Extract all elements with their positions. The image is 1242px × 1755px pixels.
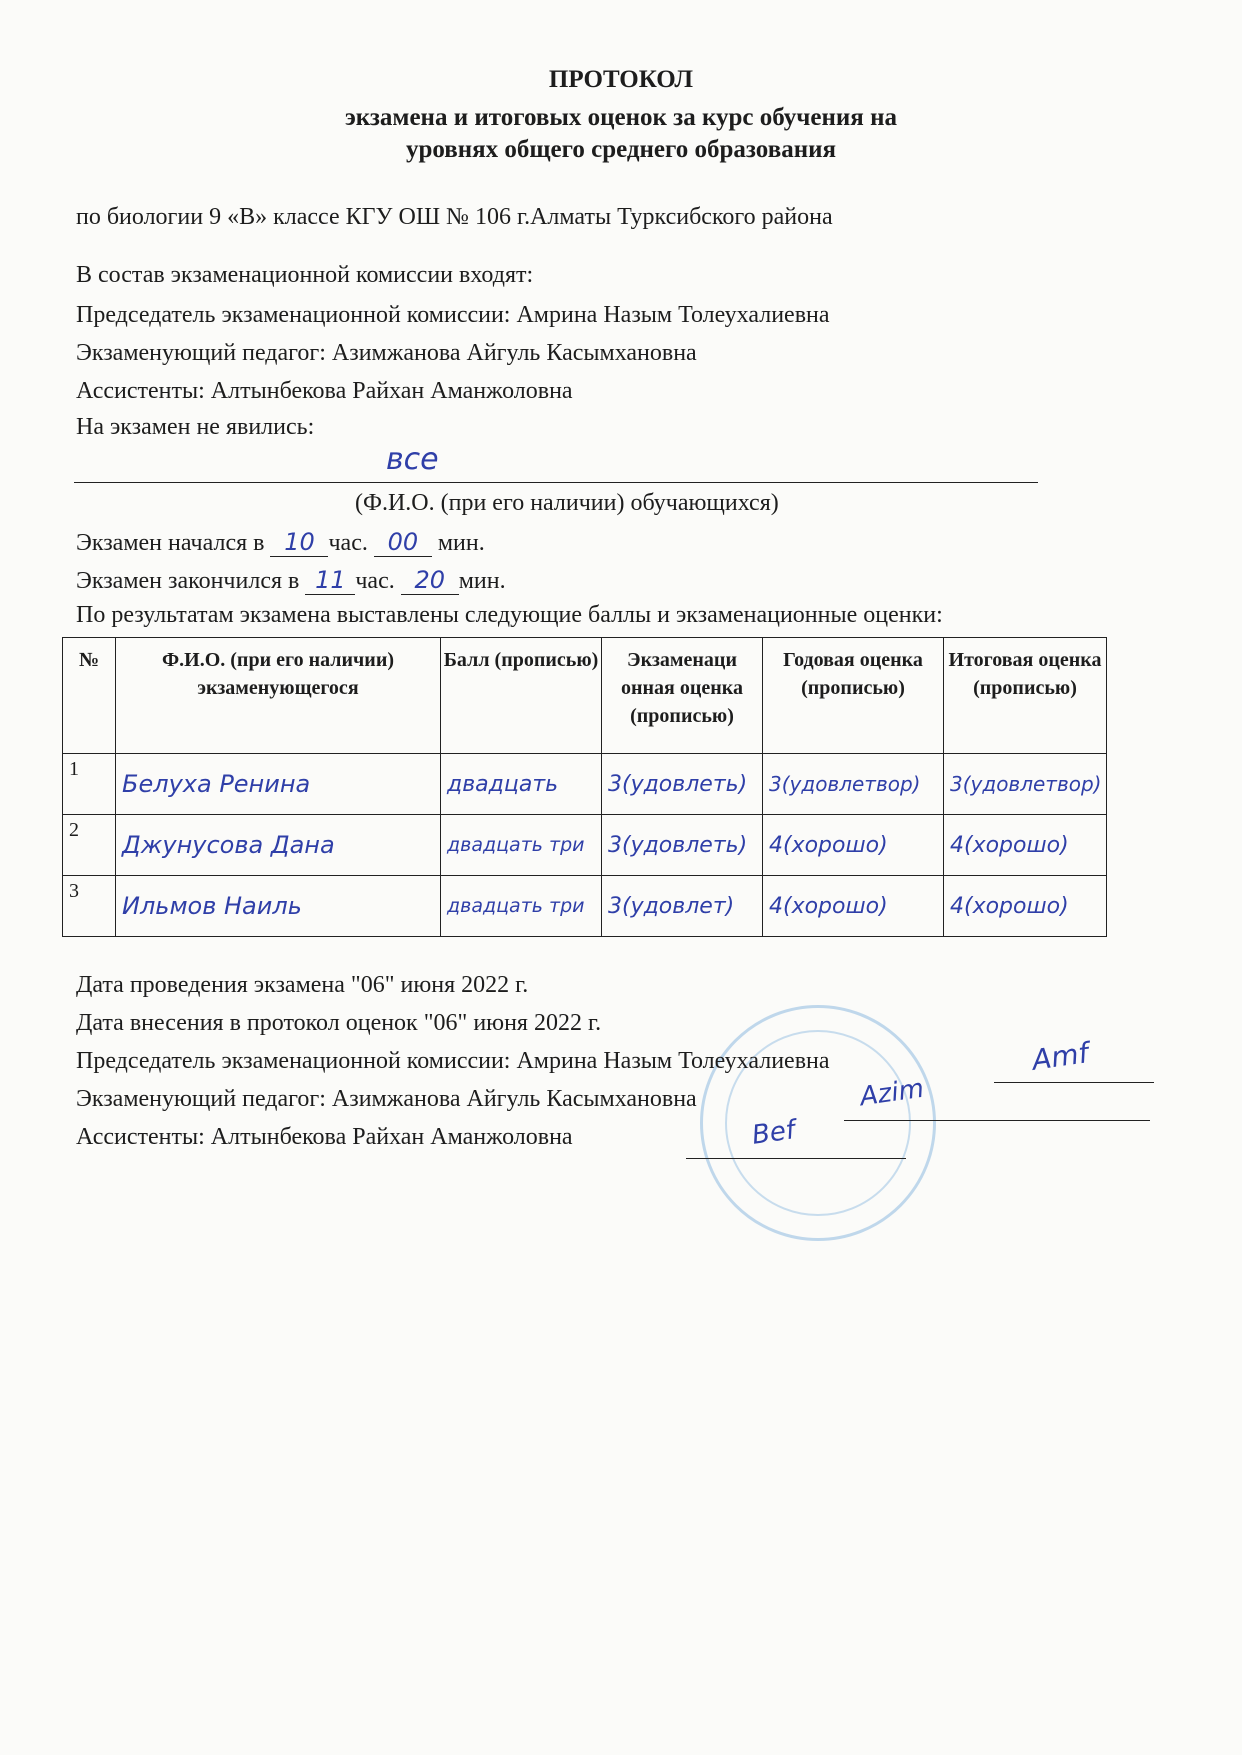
signature-assistants: Ассистенты: Алтынбекова Райхан Аманжоловна xyxy=(76,1124,573,1150)
exam-start-hour: 10 xyxy=(270,528,328,557)
document-subtitle-line1: экзамена и итоговых оценок за курс обучения на xyxy=(345,104,897,131)
student-year-grade: 3(удовлетвор) xyxy=(763,754,944,815)
commission-assistants: Ассистенты: Алтынбекова Райхан Аманжоловна xyxy=(76,378,573,404)
student-year-grade: 4(хорошо) xyxy=(763,876,944,937)
student-exam-grade: 3(удовлеть) xyxy=(602,815,763,876)
header-exam-grade: Экзаменаци онная оценка (прописью) xyxy=(602,638,763,754)
exam-start-line xyxy=(76,528,485,557)
student-score: двадцать xyxy=(441,754,602,815)
exam-date: Дата проведения экзамена "06" июня 2022 г. xyxy=(76,972,529,998)
exam-end-line xyxy=(76,566,506,595)
document-title: ПРОТОКОЛ xyxy=(548,66,694,93)
exam-end-minute: 20 xyxy=(401,566,459,595)
absent-value: все xyxy=(386,442,439,477)
row-number: 2 xyxy=(63,815,116,876)
header-number: № xyxy=(63,638,116,754)
row-number: 1 xyxy=(63,754,116,815)
exam-end-hour: 11 xyxy=(305,566,355,595)
exam-start-minute-unit: мин. xyxy=(437,530,485,556)
document-subtitle-line2: уровнях общего среднего образования xyxy=(405,136,837,163)
table-row xyxy=(63,876,1107,937)
header-final-grade: Итоговая оценка (прописью) xyxy=(944,638,1107,754)
row-number: 3 xyxy=(63,876,116,937)
table-row xyxy=(63,754,1107,815)
signature-chair: Председатель экзаменационной комиссии: Амрина Назым Толеухалиевна xyxy=(76,1048,830,1074)
exam-start-minute: 00 xyxy=(374,528,432,557)
signature-examiner-underline xyxy=(844,1120,1150,1121)
signature-examiner-handwritten: Azim xyxy=(858,1073,926,1113)
student-final-grade: 3(удовлетвор) xyxy=(944,754,1107,815)
exam-end-hour-unit: час. xyxy=(355,568,395,594)
signature-chair-handwritten: Amf xyxy=(1029,1036,1091,1077)
absent-underline xyxy=(74,482,1038,483)
signature-chair-underline xyxy=(994,1082,1154,1083)
header-name: Ф.И.О. (при его наличии) экзаменующегося xyxy=(116,638,441,754)
signature-examiner: Экзаменующий педагог: Азимжанова Айгуль Касымхановна xyxy=(76,1086,697,1112)
student-name: Джунусова Дана xyxy=(116,815,441,876)
student-exam-grade: 3(удовлет) xyxy=(602,876,763,937)
entry-date: Дата внесения в протокол оценок "06" июня 2022 г. xyxy=(76,1010,602,1036)
student-name: Белуха Ренина xyxy=(116,754,441,815)
exam-end-prefix: Экзамен закончился в xyxy=(76,568,300,594)
student-final-grade: 4(хорошо) xyxy=(944,815,1107,876)
header-score: Балл (прописью) xyxy=(441,638,602,754)
commission-chair: Председатель экзаменационной комиссии: Амрина Назым Толеухалиевна xyxy=(76,302,830,328)
results-intro: По результатам экзамена выставлены следующие баллы и экзаменационные оценки: xyxy=(76,602,943,628)
student-final-grade: 4(хорошо) xyxy=(944,876,1107,937)
absent-label: На экзамен не явились: xyxy=(76,414,315,440)
exam-start-hour-unit: час. xyxy=(328,530,368,556)
exam-start-prefix: Экзамен начался в xyxy=(76,530,265,556)
table-row xyxy=(63,815,1107,876)
signature-assistants-handwritten: Bef xyxy=(750,1115,797,1151)
student-score: двадцать три xyxy=(441,876,602,937)
subject-line: по биологии 9 «В» классе КГУ ОШ № 106 г.Алматы Турксибского района xyxy=(76,204,833,230)
absent-caption: (Ф.И.О. (при его наличии) обучающихся) xyxy=(355,490,779,516)
student-name: Ильмов Наиль xyxy=(116,876,441,937)
exam-end-minute-unit: мин. xyxy=(458,568,506,594)
student-score: двадцать три xyxy=(441,815,602,876)
grades-table xyxy=(62,637,1107,937)
student-exam-grade: 3(удовлеть) xyxy=(602,754,763,815)
commission-examiner: Экзаменующий педагог: Азимжанова Айгуль Касымхановна xyxy=(76,340,697,366)
commission-intro: В состав экзаменационной комиссии входят: xyxy=(76,262,534,288)
signature-assistants-underline xyxy=(686,1158,906,1159)
student-year-grade: 4(хорошо) xyxy=(763,815,944,876)
header-year-grade: Годовая оценка (прописью) xyxy=(763,638,944,754)
grades-header-row xyxy=(63,638,1107,754)
school-seal-stamp xyxy=(700,1005,936,1241)
